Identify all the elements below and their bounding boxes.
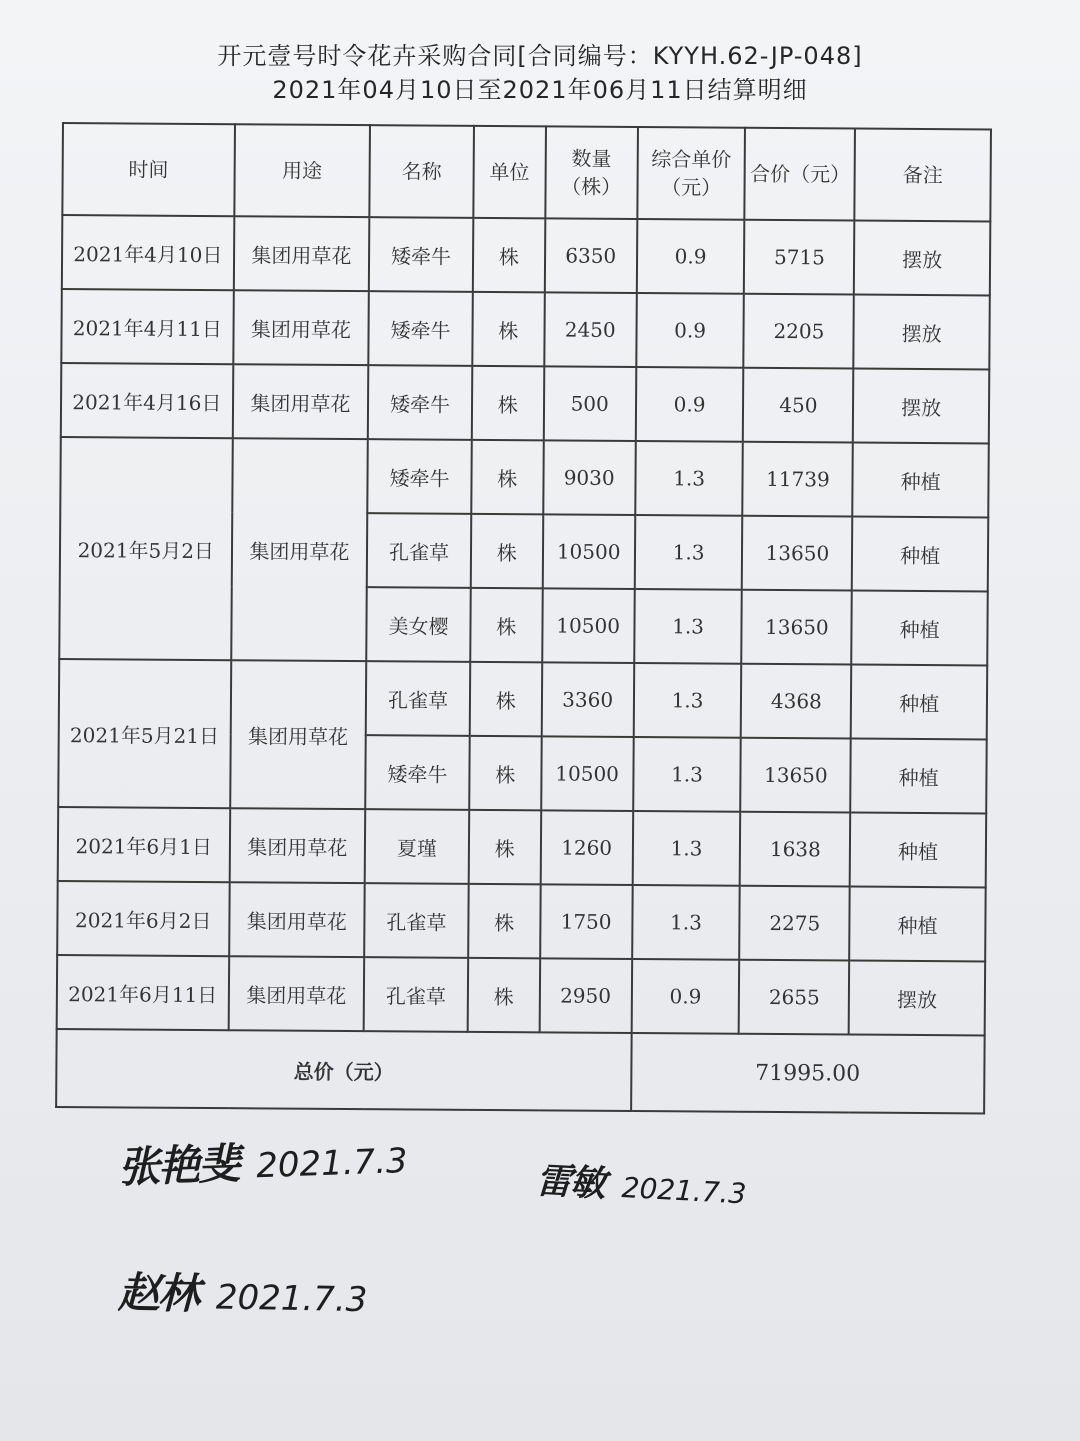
cell-amount: 450	[743, 368, 853, 443]
cell-quantity: 10500	[542, 514, 634, 589]
cell-unit: 株	[472, 292, 544, 366]
table-row	[61, 289, 989, 369]
document-subtitle: 2021年04月10日至2021年06月11日结算明细	[272, 76, 808, 104]
total-label: 总价（元）	[56, 1029, 631, 1111]
cell-unit-price: 1.3	[633, 663, 741, 738]
col-header-note: 备注	[855, 129, 991, 222]
cell-note: 摆放	[853, 369, 989, 444]
cell-unit: 株	[471, 514, 543, 588]
cell-amount: 2655	[739, 960, 849, 1035]
cell-quantity: 10500	[542, 588, 634, 663]
table-header-row	[62, 123, 991, 221]
cell-unit: 株	[470, 588, 542, 662]
cell-date: 2021年4月11日	[61, 289, 233, 364]
table-row	[59, 659, 987, 739]
col-header-name: 名称	[370, 125, 474, 218]
cell-unit-price: 1.3	[635, 441, 743, 516]
cell-amount: 13650	[742, 590, 852, 665]
cell-quantity: 1750	[540, 884, 632, 959]
table-row	[60, 437, 988, 517]
cell-amount: 4368	[741, 664, 851, 739]
col-header-quantity: 数量（株）	[545, 126, 638, 219]
signature-name: 赵林	[117, 1267, 199, 1319]
cell-note: 种植	[850, 887, 986, 962]
cell-usage: 集团用草花	[230, 660, 367, 809]
total-value: 71995.00	[631, 1033, 985, 1113]
col-header-time: 时间	[62, 123, 234, 216]
table-row	[57, 881, 985, 961]
cell-amount: 5715	[744, 220, 854, 295]
cell-quantity: 9030	[543, 440, 635, 515]
cell-name: 夏瑾	[365, 809, 469, 884]
cell-unit-price: 0.9	[631, 959, 739, 1034]
cell-amount: 13650	[742, 516, 852, 591]
signature-date: 2021.7.3	[215, 1277, 368, 1321]
cell-name: 矮牵牛	[365, 735, 469, 810]
cell-name: 美女樱	[366, 587, 470, 662]
cell-unit: 株	[471, 440, 543, 514]
table-row	[58, 807, 986, 887]
cell-unit-price: 0.9	[636, 219, 744, 294]
cell-note: 摆放	[854, 295, 990, 370]
cell-unit: 株	[468, 958, 540, 1032]
cell-name: 孔雀草	[367, 513, 471, 588]
cell-quantity: 500	[544, 366, 636, 441]
cell-date: 2021年5月21日	[58, 659, 231, 808]
cell-usage: 集团用草花	[229, 808, 365, 883]
signature-date: 2021.7.3	[620, 1171, 748, 1211]
cell-date: 2021年4月16日	[61, 363, 233, 438]
cell-amount: 2205	[744, 294, 854, 369]
cell-quantity: 10500	[541, 736, 633, 811]
cell-note: 摆放	[854, 221, 990, 296]
cell-note: 摆放	[849, 961, 985, 1036]
cell-usage: 集团用草花	[232, 364, 368, 439]
signature-1	[117, 1125, 408, 1195]
cell-name: 矮牵牛	[369, 217, 473, 292]
cell-name: 矮牵牛	[368, 365, 472, 440]
total-row	[56, 1029, 985, 1113]
signature-2	[535, 1153, 748, 1215]
cell-note: 种植	[851, 739, 987, 814]
cell-usage: 集团用草花	[233, 290, 369, 365]
cell-usage: 集团用草花	[228, 956, 364, 1031]
signature-3	[117, 1260, 367, 1324]
col-header-usage: 用途	[234, 124, 370, 217]
table-row	[62, 215, 990, 295]
cell-unit: 株	[469, 736, 541, 810]
cell-date: 2021年5月2日	[59, 437, 232, 660]
cell-unit: 株	[470, 662, 542, 736]
cell-usage: 集团用草花	[233, 216, 369, 291]
cell-unit-price: 1.3	[634, 515, 742, 590]
cell-name: 孔雀草	[364, 883, 468, 958]
cell-usage: 集团用草花	[231, 438, 368, 661]
table-row	[61, 363, 989, 443]
cell-note: 种植	[852, 591, 988, 666]
cell-unit: 株	[469, 810, 541, 884]
cell-date: 2021年6月2日	[57, 881, 229, 956]
col-header-unit-price: 综合单价（元）	[637, 127, 745, 220]
document-title: 开元壹号时令花卉采购合同[合同编号：KYYH.62-JP-048]	[217, 42, 863, 70]
cell-name: 矮牵牛	[368, 291, 472, 366]
cell-unit: 株	[473, 218, 545, 292]
cell-date: 2021年6月1日	[58, 807, 230, 882]
cell-note: 种植	[851, 665, 987, 740]
cell-unit-price: 1.3	[632, 811, 740, 886]
cell-usage: 集团用草花	[229, 882, 365, 957]
cell-quantity: 3360	[541, 662, 633, 737]
cell-amount: 2275	[740, 886, 850, 961]
cell-amount: 11739	[743, 442, 853, 517]
cell-unit: 株	[472, 366, 544, 440]
cell-note: 种植	[850, 813, 986, 888]
table-row	[57, 955, 985, 1035]
cell-unit: 株	[468, 884, 540, 958]
cell-unit-price: 1.3	[634, 589, 742, 664]
cell-date: 2021年4月10日	[62, 215, 234, 290]
col-header-unit: 单位	[473, 126, 545, 218]
cell-unit-price: 1.3	[632, 885, 740, 960]
cell-quantity: 2450	[544, 292, 636, 367]
signature-name: 雷敏	[534, 1160, 605, 1206]
cell-amount: 13650	[741, 738, 851, 813]
cell-unit-price: 0.9	[635, 367, 743, 442]
cell-quantity: 2950	[539, 958, 631, 1033]
col-header-amount: 合价（元）	[745, 128, 855, 221]
cell-date: 2021年6月11日	[57, 955, 229, 1030]
cell-name: 孔雀草	[364, 957, 468, 1032]
cell-unit-price: 1.3	[633, 737, 741, 812]
cell-name: 矮牵牛	[367, 439, 471, 514]
signature-name: 张艳斐	[117, 1138, 239, 1193]
cell-amount: 1638	[740, 812, 850, 887]
cell-quantity: 6350	[545, 218, 637, 293]
cell-note: 种植	[852, 517, 988, 592]
cell-quantity: 1260	[540, 810, 632, 885]
table-body	[57, 215, 991, 1035]
settlement-table	[55, 122, 992, 1114]
cell-unit-price: 0.9	[636, 293, 744, 368]
cell-note: 种植	[853, 443, 989, 518]
signature-date: 2021.7.3	[255, 1140, 409, 1187]
cell-name: 孔雀草	[366, 661, 470, 736]
